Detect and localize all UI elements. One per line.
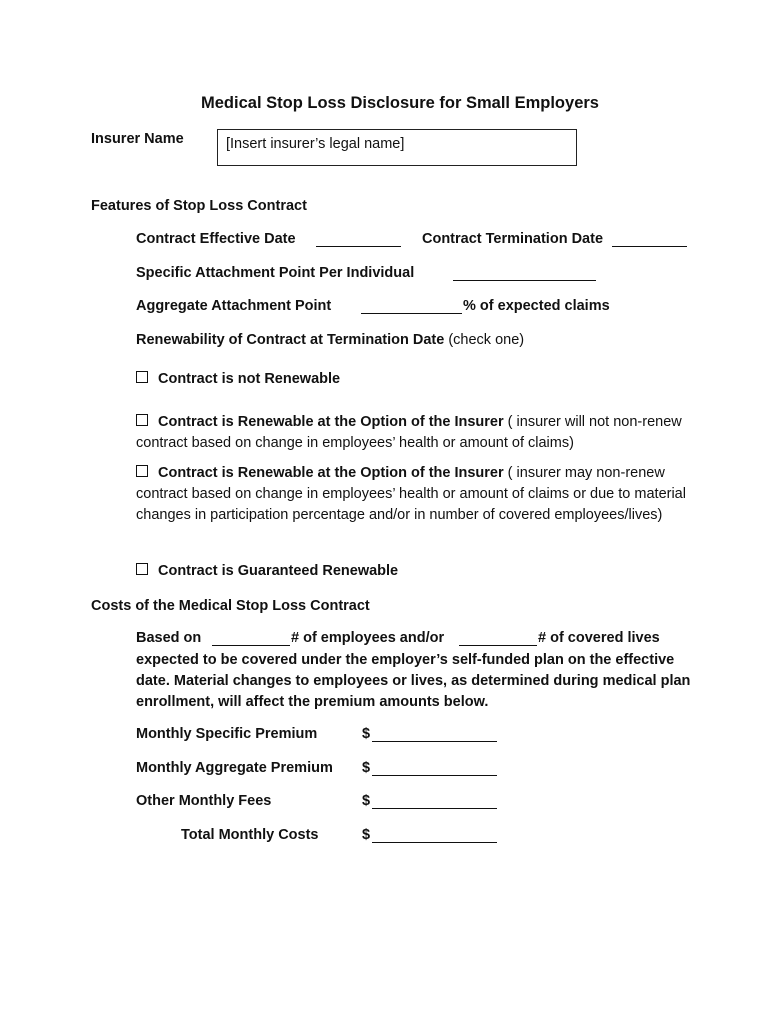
costs-paragraph: expected to be covered under the employer’s self-funded plan on the effective date. Material changes to employees or lives, as determined during medical plan enrollment, will affect the premium amounts below. (136, 652, 691, 710)
checkbox-icon[interactable] (136, 465, 148, 477)
monthly-aggregate-premium-label: Monthly Aggregate Premium (136, 760, 333, 776)
effective-date-label: Contract Effective Date (136, 231, 296, 247)
covered-lives-text: # of covered lives (538, 630, 660, 646)
aggregate-attachment-label: Aggregate Attachment Point (136, 298, 332, 314)
aggregate-attachment-field[interactable] (361, 313, 462, 314)
specific-attachment-field[interactable] (453, 280, 596, 281)
insurer-name-placeholder: [Insert insurer’s legal name] (226, 136, 405, 152)
option-label: Contract is Renewable at the Option of the Insurer (158, 414, 504, 430)
currency-symbol: $ (362, 760, 371, 776)
employees-text: # of employees and/or (291, 630, 445, 646)
checkbox-icon[interactable] (136, 371, 148, 383)
effective-date-field[interactable] (316, 246, 401, 247)
monthly-aggregate-premium-field[interactable] (372, 775, 497, 776)
termination-date-label: Contract Termination Date (422, 231, 604, 247)
total-monthly-costs-field[interactable] (372, 842, 497, 843)
option-renewable-insurer-participation[interactable] (136, 463, 696, 526)
page-title: Medical Stop Loss Disclosure for Small Employers (201, 94, 599, 112)
option-label: Contract is not Renewable (158, 371, 341, 387)
renewability-label: Renewability of Contract at Termination Date (136, 332, 445, 348)
checkbox-icon[interactable] (136, 414, 148, 426)
other-monthly-fees-label: Other Monthly Fees (136, 793, 272, 809)
other-monthly-fees-field[interactable] (372, 808, 497, 809)
renewability-note: (check one) (448, 332, 525, 348)
option-label: Contract is Renewable at the Option of the Insurer (158, 465, 504, 481)
insurer-name-field[interactable] (217, 129, 577, 166)
total-monthly-costs-label: Total Monthly Costs (181, 827, 319, 843)
option-guaranteed-renewable[interactable] (136, 563, 398, 579)
employees-count-field[interactable] (212, 645, 290, 646)
costs-heading: Costs of the Medical Stop Loss Contract (91, 598, 370, 614)
termination-date-field[interactable] (612, 246, 687, 247)
option-renewable-insurer-health[interactable] (136, 412, 696, 454)
covered-lives-field[interactable] (459, 645, 537, 646)
currency-symbol: $ (362, 726, 371, 742)
checkbox-icon[interactable] (136, 563, 148, 575)
aggregate-suffix: % of expected claims (463, 298, 610, 314)
based-on-label: Based on (136, 630, 202, 646)
currency-symbol: $ (362, 793, 371, 809)
option-note: ( insurer may non-renew contract based on change in employees’ health or amount of claims or due to material changes in participation percentage and/or in number of covered employees/lives) (136, 465, 686, 523)
option-note: ( insurer will not non-renew contract based on change in employees’ health or amount of claims) (136, 414, 682, 451)
option-not-renewable[interactable] (136, 371, 340, 387)
renewability-line (136, 332, 524, 348)
specific-attachment-label: Specific Attachment Point Per Individual (136, 265, 415, 281)
monthly-specific-premium-label: Monthly Specific Premium (136, 726, 318, 742)
monthly-specific-premium-field[interactable] (372, 741, 497, 742)
insurer-name-label: Insurer Name (91, 131, 184, 147)
features-heading: Features of Stop Loss Contract (91, 198, 307, 214)
currency-symbol: $ (362, 827, 371, 843)
option-label: Contract is Guaranteed Renewable (158, 563, 399, 579)
